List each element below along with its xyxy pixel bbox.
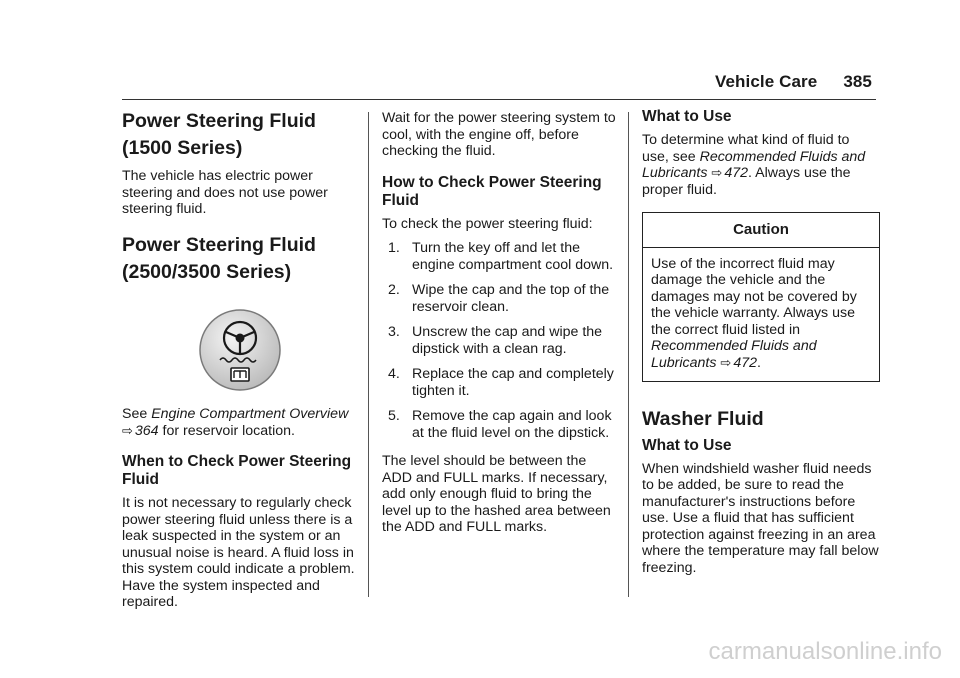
paragraph-when-to-check: It is not necessary to regularly check power steering fluid unless there is a leak suspected in the system or an unusual noise is heard. A fluid loss in this system could indicate a problem. Have the system inspected and repaired. <box>122 495 355 610</box>
column-1 <box>122 108 358 625</box>
column-divider-2 <box>628 112 629 597</box>
paragraph-what-to-use <box>642 132 880 198</box>
caution-body <box>643 248 879 381</box>
paragraph-check-intro: To check the power steering fluid: <box>382 215 593 232</box>
page-ref-arrow-icon: ⇨ <box>711 165 723 180</box>
caution-title: Caution <box>643 213 879 248</box>
step-text: Replace the cap and completely tighten it. <box>412 366 614 399</box>
header-rule <box>122 99 876 100</box>
caution-end: . <box>757 355 761 372</box>
step-text: Unscrew the cap and wipe the dipstick with a clean rag. <box>412 324 603 357</box>
list-item <box>382 282 618 315</box>
text-determine: To determine what kind of fluid to use, see <box>642 132 850 165</box>
icon-container <box>122 308 358 397</box>
list-item <box>382 324 618 357</box>
section-title: Vehicle Care <box>715 72 818 91</box>
heading-how-to-check: How to Check Power Steering Fluid <box>382 173 602 209</box>
power-steering-fluid-cap-icon <box>198 308 282 392</box>
watermark: carmanualsonline.info <box>708 638 942 665</box>
list-item <box>382 408 618 441</box>
paragraph-1500: The vehicle has electric power steering and does not use power steering fluid. <box>122 168 328 217</box>
xref-recommended-fluids[interactable]: Recommended Fluids and Lubricants <box>642 148 866 181</box>
step-number: 5. <box>388 408 400 424</box>
step-text: Turn the key off and let the engine compartment cool down. <box>412 240 614 273</box>
heading-when-to-check: When to Check Power Steering Fluid <box>122 453 352 488</box>
paragraph-wait: Wait for the power steering system to cool, with the engine off, before checking the fluid. <box>382 110 616 159</box>
page-ref-arrow-icon: ⇨ <box>720 355 732 371</box>
column-3 <box>642 108 880 590</box>
xref-page-472-caution[interactable]: 472 <box>733 355 757 372</box>
heading-power-steering-2500: Power Steering Fluid (2500/3500 Series) <box>122 233 316 283</box>
text-see: See <box>122 406 152 422</box>
xref-page-472[interactable]: 472 <box>724 165 748 181</box>
list-item <box>382 240 618 273</box>
check-steps-list <box>382 240 618 441</box>
paragraph-washer-fluid: When windshield washer fluid needs to be added, be sure to read the manufacturer's instructions before use. Use a fluid that has sufficient protection against freezing in an area where the temperature may fall below freezing. <box>642 460 879 576</box>
step-number: 1. <box>388 240 400 256</box>
caution-box <box>642 212 880 382</box>
step-number: 4. <box>388 366 400 382</box>
text-proper-fluid: . Always use the proper fluid. <box>642 165 851 198</box>
paragraph-fluid-level: The level should be between the ADD and FULL marks. If necessary, add only enough fluid to bring the level up to the hashed area between the ADD and FULL marks. <box>382 453 611 535</box>
heading-power-steering-1500: Power Steering Fluid (1500 Series) <box>122 110 316 159</box>
step-number: 3. <box>388 324 400 340</box>
heading-washer-what-to-use: What to Use <box>642 436 732 454</box>
heading-washer-fluid: Washer Fluid <box>642 407 764 430</box>
column-divider-1 <box>368 112 369 597</box>
page-number: 385 <box>843 72 872 91</box>
step-text: Wipe the cap and the top of the reservoir clean. <box>412 282 610 315</box>
xref-recommended-fluids-caution[interactable]: Recommended Fluids and Lubricants <box>651 338 817 372</box>
step-text: Remove the cap again and look at the fluid level on the dipstick. <box>412 408 612 441</box>
caution-text: Use of the incorrect fluid may damage the vehicle and the damages may not be covered by the vehicle warranty. Always use the correct fluid listed in <box>651 255 857 338</box>
step-number: 2. <box>388 282 400 298</box>
xref-page-364[interactable]: 364 <box>134 422 159 439</box>
page-ref-arrow-icon: ⇨ <box>122 422 133 438</box>
list-item <box>382 366 618 399</box>
column-2 <box>382 108 618 550</box>
xref-engine-compartment[interactable]: Engine Compartment Overview <box>151 406 349 422</box>
running-header <box>715 72 872 92</box>
see-reservoir-location <box>122 406 358 439</box>
text-reservoir-location: for reservoir location. <box>158 422 295 439</box>
heading-what-to-use: What to Use <box>642 108 732 125</box>
